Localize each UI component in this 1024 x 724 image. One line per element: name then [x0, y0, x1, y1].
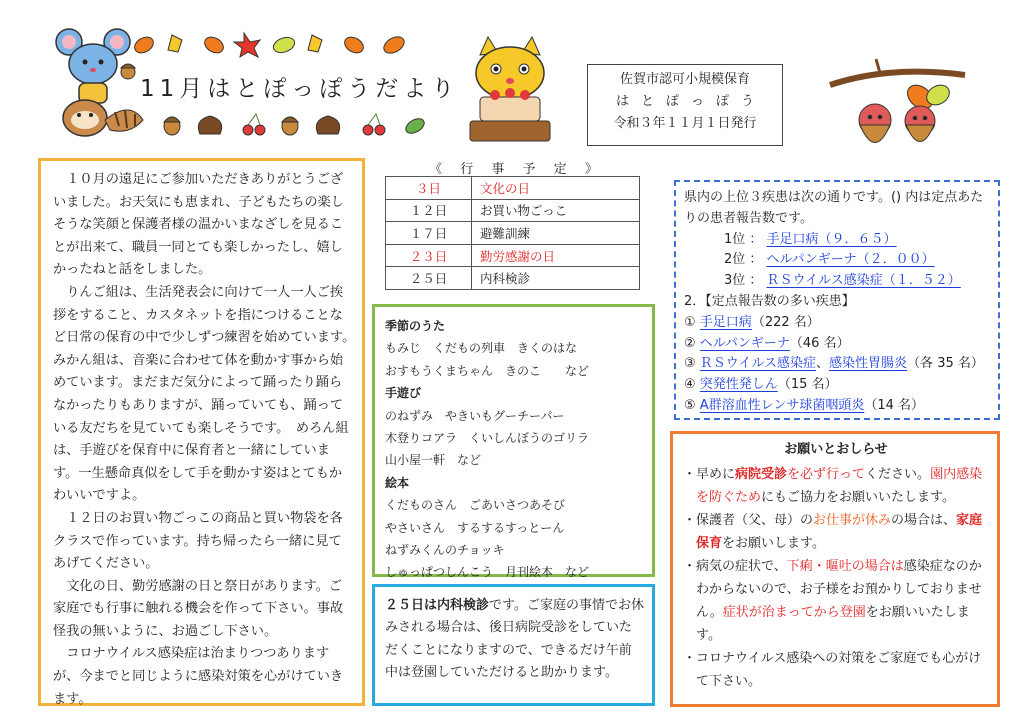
list-item: [683, 509, 989, 555]
disease-name: 感染性胃腸炎: [829, 356, 908, 372]
notice-text: ・早めに: [683, 467, 736, 482]
schedule-date: １７日: [386, 222, 472, 245]
issue-date: 令和３年１１月１日発行: [613, 116, 757, 131]
schedule-event: 内科検診: [472, 267, 640, 290]
letter-paragraph: 文化の日、勤労感謝の日と祭日があります。ご家庭でも行事に触れる機会を作って下さい。事故怪我の無いように、お過ごし下さい。: [53, 578, 344, 639]
disease-section-heading: 2．【定点報告数の多い疾患】: [684, 293, 855, 309]
acorn-icon: [118, 58, 138, 80]
patient-count: （15 名）: [777, 377, 838, 393]
notice-highlight: お仕事が休み: [813, 513, 892, 528]
table-row: [386, 199, 640, 222]
schedule-event: 避難訓練: [472, 222, 640, 245]
disease-name: ＲＳウイルス感染症（１．５２）: [766, 273, 961, 289]
notice-highlight: 園内感染を防ぐため: [696, 467, 983, 505]
notice-text: ・病気の症状で、: [683, 559, 787, 574]
list-item: [684, 313, 992, 334]
list-item: のねずみ やきいもグーチーパー: [385, 408, 565, 423]
list-item: しゅっぱつしんこう 月刊絵本 など: [385, 565, 590, 580]
list-item: [684, 375, 992, 396]
table-row: [386, 177, 640, 200]
notice-text: にもご協力をお願いいたします。: [761, 490, 955, 505]
disease-report-box: [674, 180, 1000, 420]
list-item: 山小屋一軒 など: [385, 453, 482, 468]
list-item: [684, 354, 992, 375]
monthly-songs-box: [372, 304, 655, 580]
list-item: おすもうくまちゃん きのこ など: [385, 363, 590, 378]
rank-label: 2位 ：: [724, 252, 763, 268]
notice-text: ・保護者（父、母）の: [683, 513, 814, 528]
schedule-event: 文化の日: [472, 177, 640, 200]
notice-highlight: 症状が治まってから登園: [722, 605, 866, 620]
schedule-event: 勤労感謝の日: [472, 244, 640, 267]
disease-name: ヘルパンギーナ: [699, 335, 790, 351]
notice-text: の場合は、: [891, 513, 957, 528]
disease-intro: 県内の上位３疾患は次の通りです。() 内は定点あたりの患者報告数です。: [684, 190, 984, 226]
item-number: ⑤: [684, 397, 696, 413]
notice-text: ください。: [865, 467, 931, 482]
letter-paragraph: １２日のお買い物ごっこの商品と買い物袋を各クラスで作っています。持ち帰ったら一緒に見てあげてください。: [53, 510, 343, 572]
schedule-date: １２日: [386, 199, 472, 222]
schedule-date: ２３日: [386, 244, 472, 267]
notice-text: をお願いします。: [722, 536, 825, 551]
checkup-notice-box: [372, 584, 655, 706]
newsletter-title: 11月はとぽっぽうだより: [140, 76, 460, 102]
picturebook-heading: 絵本: [385, 475, 410, 490]
list-item: [684, 230, 992, 251]
separator: 、: [816, 356, 830, 372]
checkup-notice-text: です。ご家庭の事情でお休みされる場合は、後日病院受診をしていただくことになりますので、できるだけ午前中は登園していただけると助かります。: [385, 598, 644, 681]
publisher-info-box: [587, 64, 783, 146]
disease-name: ヘルパンギーナ（２．００）: [766, 252, 935, 268]
list-item: もみじ くだもの列車 きくのはな: [385, 341, 578, 356]
notice-highlight: 家庭保育: [696, 513, 983, 551]
rank-label: 3位 ：: [724, 273, 763, 289]
patient-count: （14 名）: [864, 397, 925, 413]
letter-paragraph: １０月の遠足にご参加いただきありがとうございました。お天気にも恵まれ、子どもたちの楽しそうな笑顔と保護者様の温かいまなざしを見ることが出来て、職員一同とても楽しかったし、嬉しかったねと話をしました。: [53, 172, 344, 278]
list-item: ・コロナウイルス感染への対策をご家庭でも心がけて下さい。: [683, 651, 982, 689]
checkup-notice-bold: ２５日は内科検診: [385, 598, 490, 613]
item-number: ③: [684, 356, 696, 372]
list-item: 木登りコアラ くいしんぼうのゴリラ: [385, 431, 590, 446]
patient-count: （46 名）: [789, 335, 850, 351]
handplay-heading: 手遊び: [385, 386, 422, 401]
cat-with-cake-illustration: [450, 35, 570, 145]
letter-paragraph: りんご組は、生活発表会に向けて一人一人ご挨拶をすること、カスタネットを指につけることなど日常の保育の中で少しずつ練習を始めています。 みかん組は、音楽に合わせて体を動かす事から始めています。まだまだ気分によって踊ったり踊らなかったりもありますが、踊っていても、踊っている友だちを見ていても楽しそうです。 めろん組は、手遊びを保育中に保育者と一緒にしています。一生懸命真似をして手を動かす姿はとてもかわいいですよ。: [53, 284, 362, 504]
schedule-event: お買い物ごっこ: [472, 199, 640, 222]
season-songs-heading: 季節のうた: [385, 319, 446, 333]
publisher-name: はとぽっぽう: [615, 94, 766, 109]
notice-text: 感染症なのかわからないので、お子様をお預かりしておりません。: [696, 559, 982, 620]
list-item: ねずみくんのチョッキ: [385, 543, 505, 558]
list-item: [684, 250, 992, 271]
disease-name: 手足口病: [699, 314, 752, 330]
schedule-title: 《 行 事 予 定 》: [429, 162, 605, 177]
raccoon-illustration: [55, 90, 150, 140]
requests-title: お願いとおしらせ: [784, 442, 888, 457]
list-item: [684, 334, 992, 355]
autumn-leaves-decoration: [132, 30, 432, 60]
schedule-table: [385, 176, 640, 290]
notice-highlight: 病院受診: [735, 467, 788, 482]
letter-paragraph: コロナウイルス感染症は治まりつつありますが、今までと同じように感染対策を心がけていきます。: [53, 646, 344, 707]
schedule-date: ２５日: [386, 267, 472, 290]
disease-name: ＲＳウイルス感染症: [699, 356, 817, 372]
list-item: [684, 271, 992, 292]
item-number: ①: [684, 314, 696, 330]
item-number: ②: [684, 335, 696, 351]
publisher-org: 佐賀市認可小規模保育: [619, 72, 750, 87]
table-row: [386, 244, 640, 267]
list-item: [683, 555, 989, 647]
disease-name: 手足口病（９．６５）: [766, 231, 897, 247]
chestnut-characters-illustration: [820, 55, 970, 160]
patient-count: （各 35 名）: [907, 356, 984, 372]
rank-label: 1位 ：: [724, 231, 763, 247]
notice-highlight: を必ず行って: [787, 467, 866, 482]
table-row: [386, 267, 640, 290]
list-item: くだものさん ごあいさつあそび: [385, 498, 566, 513]
list-item: やさいさん するするすっとーん: [385, 520, 565, 535]
schedule-date: ３日: [386, 177, 472, 200]
requests-notice-box: [670, 431, 1000, 707]
acorns-chestnuts-decoration: [160, 108, 440, 138]
list-item: [684, 396, 992, 417]
disease-name: 突発性発しん: [699, 377, 778, 393]
notice-text: をお願いいたします。: [696, 605, 970, 643]
greeting-letter: [38, 158, 365, 706]
list-item: [683, 463, 989, 509]
disease-name: A群溶血性レンサ球菌咽頭炎: [699, 397, 865, 413]
item-number: ④: [684, 377, 696, 393]
patient-count: （222 名）: [751, 314, 820, 330]
notice-highlight: 下痢・嘔吐の場合は: [786, 559, 904, 574]
table-row: [386, 222, 640, 245]
